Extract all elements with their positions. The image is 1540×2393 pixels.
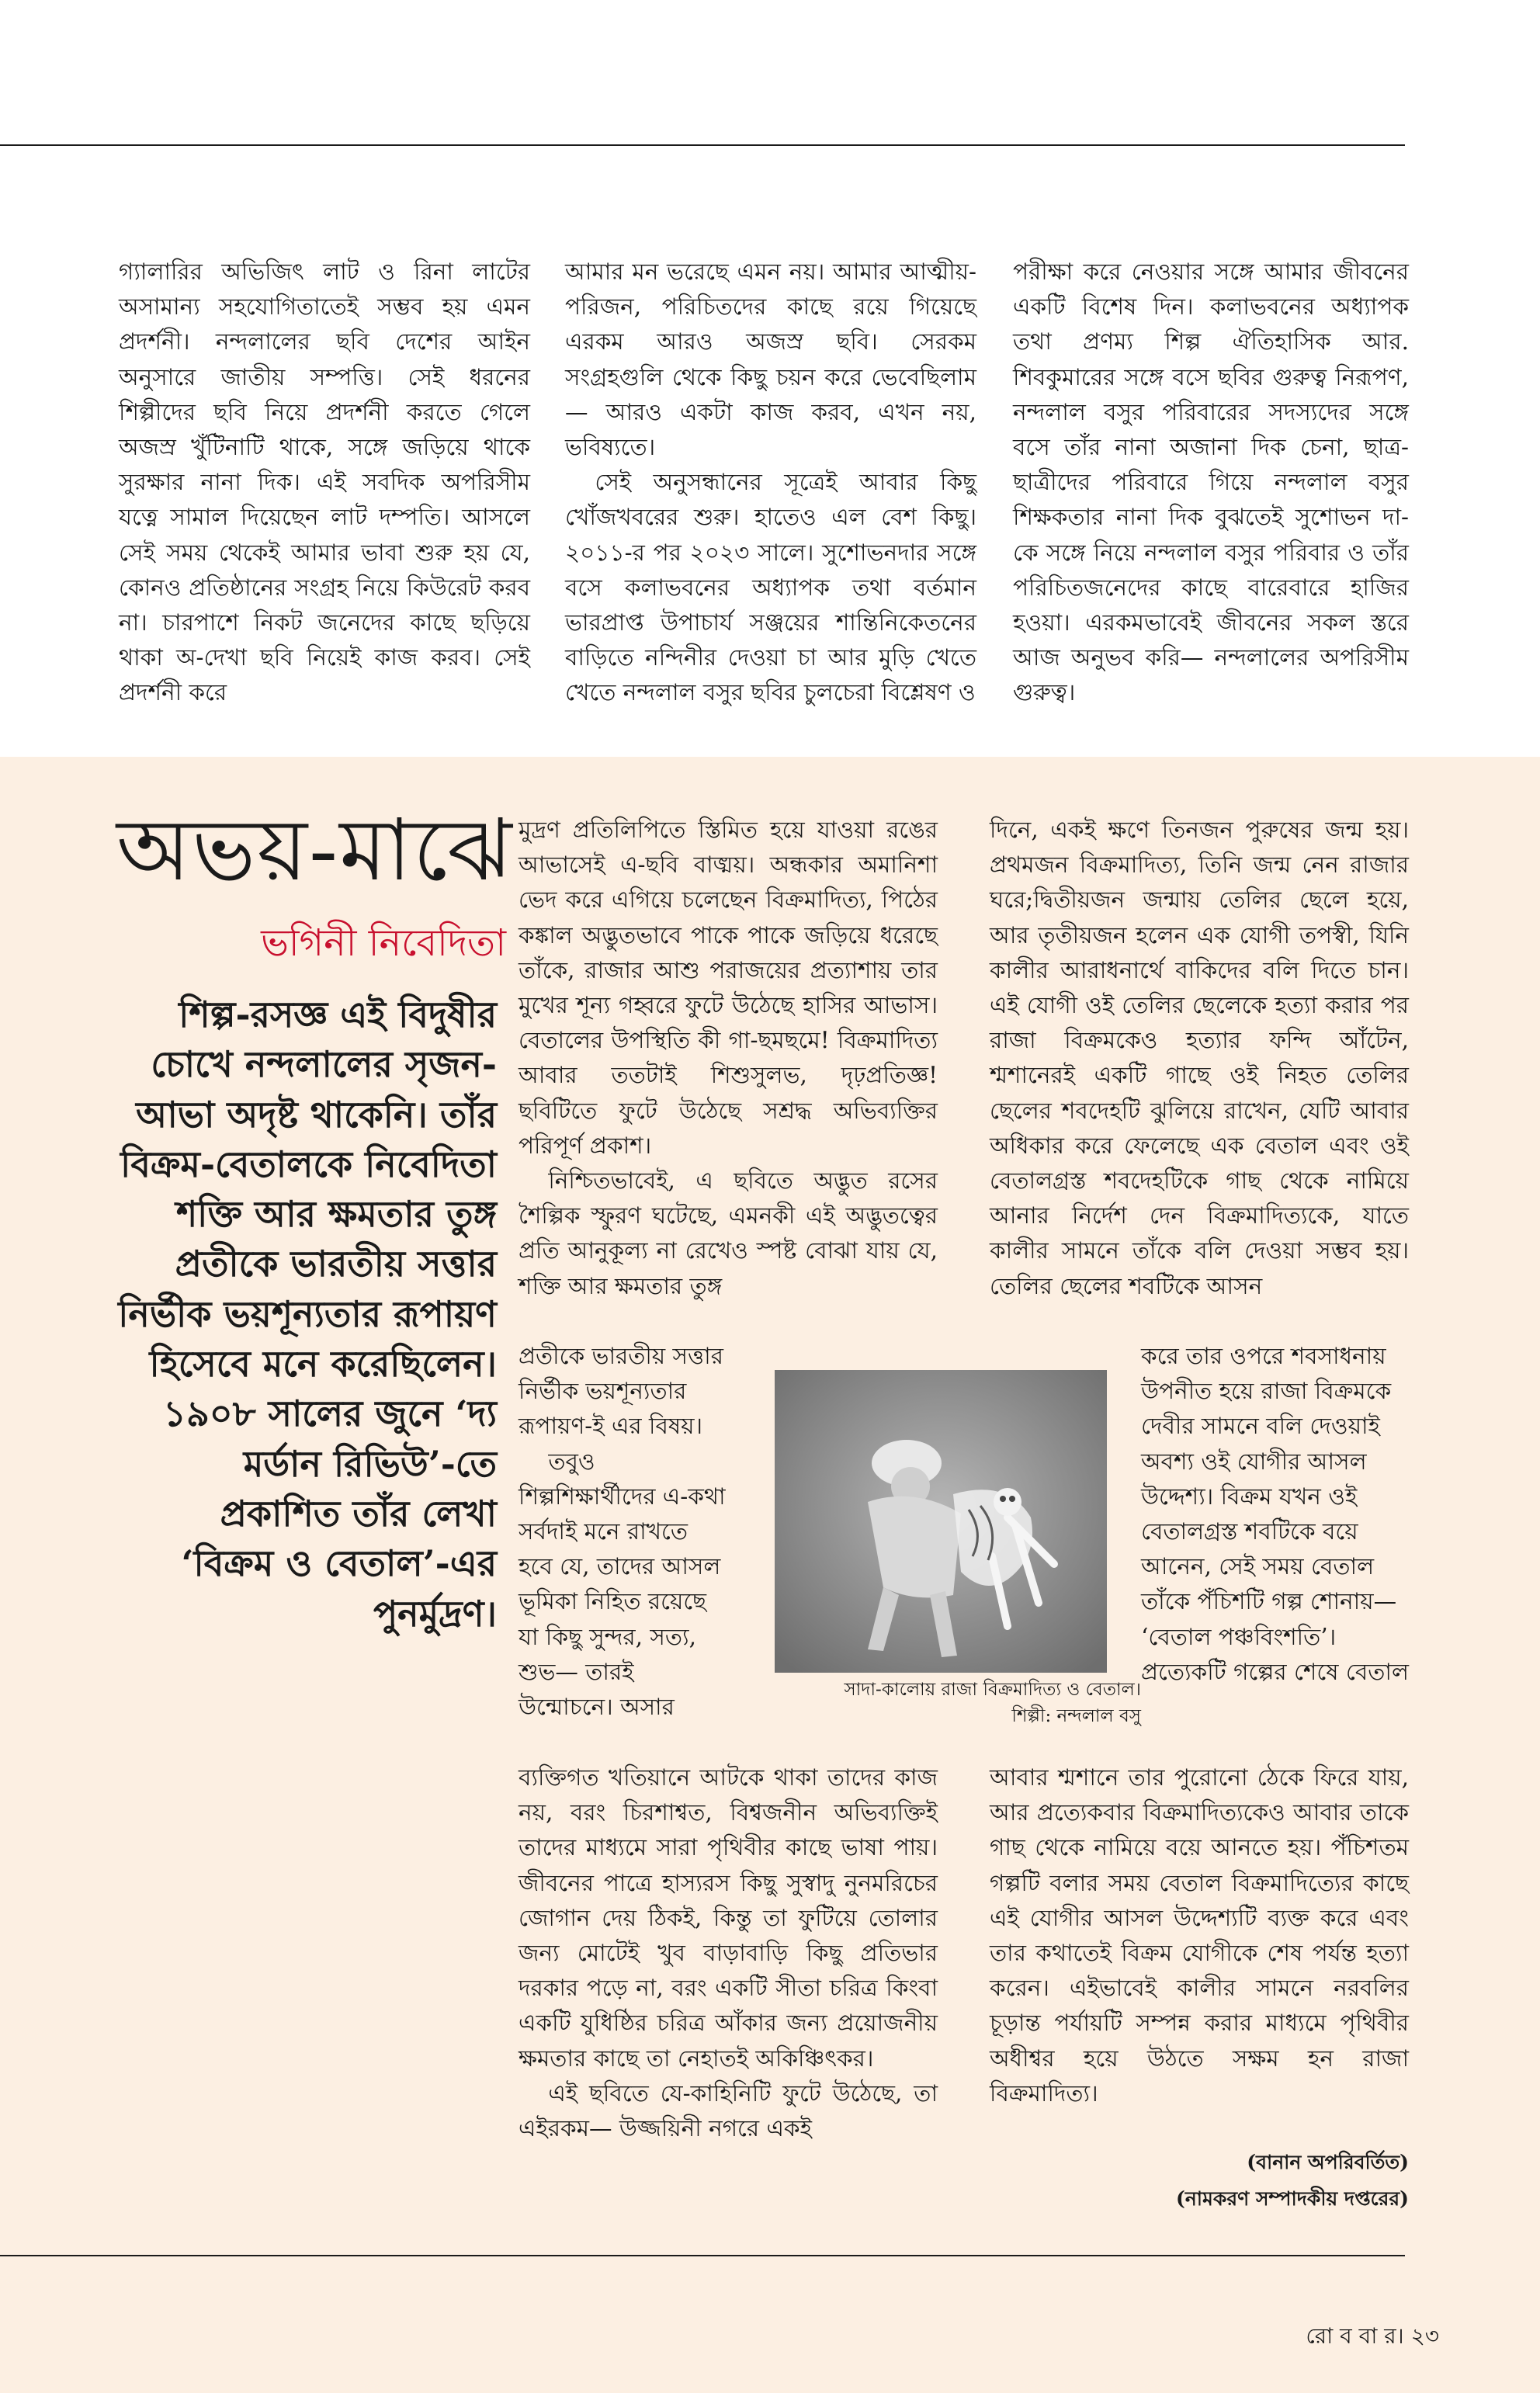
figure-caption: সাদা-কালোয় রাজা বিক্রমাদিত্য ও বেতাল। শিল্পী: নন্দলাল বসু (844, 1680, 1141, 1726)
illustration-drawing (775, 1370, 1107, 1673)
col2-para-2: নিশ্চিতভাবেই, এ ছবিতে অদ্ভুত রসের শৈল্পিক স্ফুরণ ঘটেছে, এমনকী এই অদ্ভুতত্বের প্রতি আনুকূল্য না রেখেও স্পষ্ট বোঝা যায় যে, শক্তি আর ক্ষমতার তুঙ্গ (519, 1167, 938, 1299)
top-col1-para-1: গ্যালারির অভিজিৎ লাট ও রিনা লাটের অসামান্য সহযোগিতাতেই সম্ভব হয় এমন প্রদর্শনী। নন্দলালের ছবি দেশের আইন অনুসারে জাতীয় সম্পত্তি। সেই ধরনের শিল্পীদের ছবি নিয়ে প্রদর্শনী করতে গেলে অজস্র খুঁটিনাটি থাকে, সঙ্গে জড়িয়ে থাকে সুরক্ষার নানা দিক। এই সবদিক অপরিসীম যত্নে সামাল দিয়েছেন লাট দম্পতি। আসলে সেই সময় থেকেই আমার ভাবা শুরু হয় যে, কোনও প্রতিষ্ঠানের সংগ্রহ নিয়ে কিউরেট করব না। চারপাশে নিকট জনেদের কাছে ছড়িয়ে থাকা অ-দেখা ছবি নিয়েই কাজ করব। সেই প্রদর্শনী করে (119, 258, 530, 706)
top-col2-para-2: সেই অনুসন্ধানের সূত্রেই আবার কিছু খোঁজখবরের শুরু। হাতেও এল বেশ কিছু। ২০১১-র পর ২০২৩ সালে। সুশোভনদার সঙ্গে বসে কলাভবনের অধ্যাপক তথা বর্তমান ভারপ্রাপ্ত উপাচার্য সঞ্জয়ের শান্তিনিকেতনের বাড়িতে নন্দিনীর দেওয়া চা আর মুড়ি খেতে খেতে নন্দলাল বসুর ছবির চুলচেরা বিশ্লেষণ ও (565, 469, 976, 706)
article-col3-top (990, 813, 1409, 1304)
bottom-rule (0, 2255, 1405, 2256)
vikram-vetal-illustration (775, 1370, 1107, 1673)
spelling-note: (বানান অপরিবর্তিত) (1247, 2151, 1409, 2173)
col2-bottom-para-2: এই ছবিতে যে-কাহিনিটি ফুটে উঠেছে, তা এইরকম— উজ্জয়িনী নগরে একই (519, 2079, 938, 2142)
title-note: (নামকরণ সম্পাদকীয় দপ্তরের) (1176, 2187, 1409, 2210)
article-col3-bottom (990, 1760, 1409, 2111)
top-rule (0, 144, 1405, 146)
col3-para-1: দিনে, একই ক্ষণে তিনজন পুরুষের জন্ম হয়। প্রথমজন বিক্রমাদিত্য, তিনি জন্ম নেন রাজার ঘরে;দ্বিতীয়জন জন্মায় তেলির ছেলে হয়ে, আর তৃতীয়জন হলেন এক যোগী তপস্বী, যিনি কালীর আরাধনার্থে বাকিদের বলি দিতে চান। এই যোগী ওই তেলির ছেলেকে হত্যা করার পর রাজা বিক্রমকেও হত্যার ফন্দি আঁটেন, শ্মশানেরই একটি গাছে ওই নিহত তেলির ছেলের শবদেহটি ঝুলিয়ে রাখেন, যেটি আবার অধিকার করে ফেলেছে এক বেতাল এবং ওই বেতালগ্রস্ত শবদেহটিকে গাছ থেকে নামিয়ে আনার নির্দেশ দেন বিক্রমাদিত্যকে, যাতে কালীর সামনে তাঁকে বলি দেওয়া সম্ভব হয়। তেলির ছেলের শবটিকে আসন (990, 817, 1409, 1299)
top-column-1 (119, 255, 530, 711)
article-deck: শিল্প-রসজ্ঞ এই বিদুষীর চোখে নন্দলালের সৃজন-আভা অদৃষ্ট থাকেনি। তাঁর বিক্রম-বেতালকে নিবেদিতা শক্তি আর ক্ষমতার তুঙ্গ প্রতীকে ভারতীয় সত্তার নির্ভীক ভয়শূন্যতার রূপায়ণ হিসেবে মনে করেছিলেন। ১৯০৮ সালের জুনে ‘দ্য মর্ডান রিভিউ’-তে প্রকাশিত তাঁর লেখা ‘বিক্রম ও বেতাল’-এর পুনর্মুদ্রণ। (118, 994, 497, 1635)
col3-narrow-para: করে তার ওপরে শবসাধনায় উপনীত হয়ে রাজা বিক্রমকে দেবীর সামনে বলি দেওয়াই অবশ্য ওই যোগীর আসল উদ্দেশ্য। বিক্রম যখন ওই বেতালগ্রস্ত শবটিকে বয়ে আনেন, সেই সময় বেতাল তাঁকে পঁচিশটি গল্প শোনায়— ‘বেতাল পঞ্চবিংশতি’। প্রত্যেকটি গল্পের শেষে বেতাল (1141, 1343, 1409, 1685)
col3-bottom-para: আবার শ্মশানে তার পুরোনো ঠেকে ফিরে যায়, আর প্রত্যেকবার বিক্রমাদিত্যকেও আবার তাকে গাছ থেকে নামিয়ে বয়ে আনতে হয়। পঁচিশতম গল্পটি বলার সময় বেতাল বিক্রমাদিত্যের কাছে এই যোগীর আসল উদ্দেশ্যটি ব্যক্ত করে এবং তার কথাতেই বিক্রম যোগীকে শেষ পর্যন্ত হত্যা করেন। এইভাবেই কালীর সামনে নরবলির চূড়ান্ত পর্যায়টি সম্পন্ন করার মাধ্যমে পৃথিবীর অধীশ্বর হয়ে উঠতে সক্ষম হন রাজা বিক্রমাদিত্য। (990, 1764, 1409, 2107)
col2-bottom-para-1: ব্যক্তিগত খতিয়ানে আটকে থাকা তাদের কাজ নয়, বরং চিরশাশ্বত, বিশ্বজনীন অভিব্যক্তিই তাদের মাধ্যমে সারা পৃথিবীর কাছে ভাষা পায়। জীবনের পাত্রে হাস্যরস কিছু সুস্বাদু নুনমরিচের জোগান দেয় ঠিকই, কিন্তু তা ফুটিয়ে তোলার জন্য মোটেই খুব বাড়াবাড়ি কিছু প্রতিভার দরকার পড়ে না, বরং একটি সীতা চরিত্র কিংবা একটি যুধিষ্ঠির চরিত্র আঁকার জন্য প্রয়োজনীয় ক্ষমতার কাছে তা নেহাতই অকিঞ্চিৎকর। (519, 1764, 938, 2072)
col2-narrow-para-1: প্রতীকে ভারতীয় সত্তার নির্ভীক ভয়শূন্যতার রূপায়ণ-ই এর বিষয়। (519, 1343, 723, 1440)
top-column-2 (565, 255, 976, 711)
article-author: ভগিনী নিবেদিতা (261, 921, 506, 965)
col2-para-1: মুদ্রণ প্রতিলিপিতে স্তিমিত হয়ে যাওয়া রঙের আভাসেই এ-ছবি বাঙ্ময়। অন্ধকার অমানিশা ভেদ করে এগিয়ে চলেছেন বিক্রমাদিত্য, পিঠের কঙ্কাল অদ্ভুতভাবে পাকে পাকে জড়িয়ে ধরেছে তাঁকে, রাজার আশু পরাজয়ের প্রত্যাশায় তার মুখের শূন্য গহ্বরে ফুটে উঠেছে হাসির আভাস। বেতালের উপস্থিতি কী গা-ছমছমে! বিক্রমাদিত্য আবার ততটাই শিশুসুলভ, দৃঢ়প্রতিজ্ঞ! ছবিটিতে ফুটে উঠেছে সশ্রদ্ধ অভিব্যক্তির পরিপূর্ণ প্রকাশ। (519, 817, 938, 1159)
page-folio: রো ব বা র। ২৩ (1306, 2323, 1439, 2349)
article-col2-narrow (519, 1339, 728, 1725)
top-col2-para-1: আমার মন ভরেছে এমন নয়। আমার আত্মীয়-পরিজন, পরিচিতদের কাছে রয়ে গিয়েছে এরকম আরও অজস্র ছবি। সেরকম সংগ্রহগুলি থেকে কিছু চয়ন করে ভেবেছিলাম— আরও একটা কাজ করব, এখন নয়, ভবিষ্যতে। (565, 258, 976, 461)
article-col2-bottom (519, 1760, 938, 2146)
article-col2-top (519, 813, 938, 1304)
top-col3-para-1: পরীক্ষা করে নেওয়ার সঙ্গে আমার জীবনের একটি বিশেষ দিন। কলাভবনের অধ্যাপক তথা প্রণম্য শিল্প ঐতিহাসিক আর. শিবকুমারের সঙ্গে বসে ছবির গুরুত্ব নিরূপণ, নন্দলাল বসুর পরিবারের সদস্যদের সঙ্গে বসে তাঁর নানা অজানা দিক চেনা, ছাত্র-ছাত্রীদের পরিবারে গিয়ে নন্দলাল বসুর শিক্ষকতার নানা দিক বুঝতেই সুশোভন দা-কে সঙ্গে নিয়ে নন্দলাল বসুর পরিবার ও তাঁর পরিচিতজনেদের কাছে বারেবারে হাজির হওয়া। এরকমভাবেই জীবনের সকল স্তরে আজ অনুভব করি— নন্দলালের অপরিসীম গুরুত্ব। (1013, 258, 1409, 706)
top-column-3 (1013, 255, 1409, 711)
article-title: অভয়-মাঝে (116, 800, 514, 900)
col2-narrow-para-2: তবুও শিল্পশিক্ষার্থীদের এ-কথা সর্বদাই মনে রাখতে হবে যে, তাদের আসল ভূমিকা নিহিত রয়েছে যা কিছু সুন্দর, সত্য, শুভ— তারই উন্মোচনে। অসার (519, 1448, 726, 1721)
article-col3-narrow (1141, 1339, 1409, 1690)
